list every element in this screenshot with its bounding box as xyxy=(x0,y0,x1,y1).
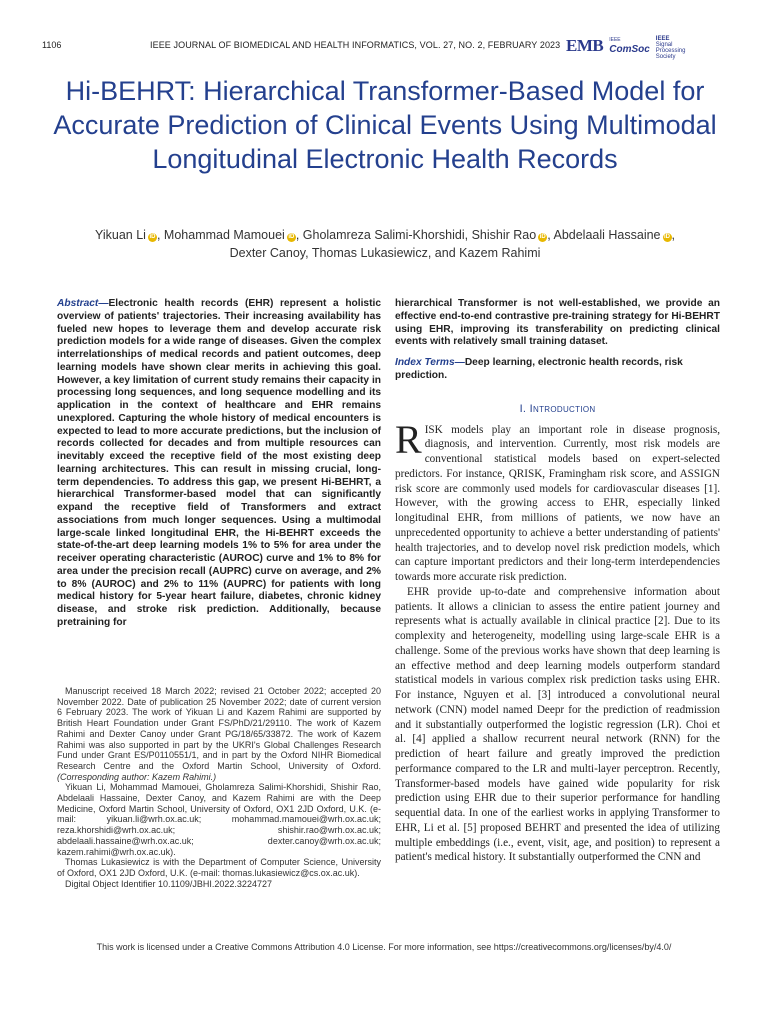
author-name: Mohammad Mamouei xyxy=(163,228,285,242)
orcid-icon[interactable]: iD xyxy=(539,234,546,240)
author-line-2: Dexter Canoy, Thomas Lukasiewicz, and Kazem Rahimi xyxy=(229,246,541,260)
paper-title: Hi-BEHRT: Hierarchical Transformer-Based Model for Accurate Prediction of Clinical Events Using Multimodal Longitudinal Electronic Health Records xyxy=(53,76,717,174)
sp-logo-text: Signal Processing Society xyxy=(655,42,686,60)
author-name: Yikuan Li xyxy=(95,228,146,242)
footnote-doi: Digital Object Identifier 10.1109/JBHI.2022.3224727 xyxy=(65,878,272,889)
sp-logo-prefix: IEEE xyxy=(655,36,670,42)
abstract xyxy=(57,298,381,630)
society-logos xyxy=(566,36,690,60)
signal-processing-logo xyxy=(656,36,690,60)
author-line-1: Yikuan Li iD , Mohammad Mamouei iD , Gholamreza Salimi-Khorshidi, Shishir Rao iD , Abdelaali Hassaine iD , xyxy=(95,228,675,242)
index-terms-label: Index Terms— xyxy=(395,357,465,368)
abstract-continued: hierarchical Transformer is not well-established, we provide an effective end-to-end contrastive pre-training strategy for Hi-BEHRT using EHR, improving its transferability on predicting clinical events with relatively small training dataset. xyxy=(395,298,720,348)
journal-running-title: IEEE JOURNAL OF BIOMEDICAL AND HEALTH INFORMATICS, VOL. 27, NO. 2, FEBRUARY 2023 xyxy=(150,40,561,50)
author-list xyxy=(40,226,730,262)
emb-logo: EMB xyxy=(566,36,604,55)
section-title: Introduction xyxy=(529,402,596,415)
body-paragraph xyxy=(395,416,720,585)
index-terms-text: Deep learning, electronic health records, risk prediction. xyxy=(395,357,683,381)
footnote xyxy=(57,686,381,889)
orcid-icon[interactable]: iD xyxy=(664,234,670,240)
orcid-icon[interactable]: iD xyxy=(149,234,156,240)
license-notice: This work is licensed under a Creative Commons Attribution 4.0 License. For more information, see https://creativecommons.org/licenses/by/4.0/ xyxy=(96,942,672,952)
author-name: Shishir Rao xyxy=(471,228,537,242)
orcid-icon[interactable]: iD xyxy=(288,234,295,240)
body-paragraph: EHR provide up-to-date and comprehensive information about patients. It allows a clinician to assess the entire patient journey and represents what is actually available in clinical practice [2]. Due to its complexity and heterogeneity, modelling using large-scale EHR is a challenge. Some of the previous works have shown that deep learning is an effective method and deep learning models outperform standard statistical models in various complex risk prediction tasks using EHR. For instance, Nguyen et al. [3] introduced a convolutional neural network (CNN) model named Deepr for the prediction of readmission and it substantially outperformed the logistic regression (LR). Choi et al. [4] applied a shallow recurrent neural network (RNN) for the prediction of heart failure and greatly improved the prediction performance compared to the LR and multi-layer perceptron. Recently, Transformer-based models have gained wide popularity for risk prediction using EHR due to their superior performance for handling sequential data. In one of the earliest works in applying Transformer to EHR, Li et al. [5] proposed BEHRT and presented the idea of utilizing multiple embeddings (i.e., event, visit, age, and position) to represent a patient's medical history. It substantially outperformed the CNN and xyxy=(395,585,720,864)
page-header xyxy=(0,36,768,70)
footnote-funding xyxy=(57,686,381,782)
drop-cap: R xyxy=(395,416,422,462)
corresponding-author: (Corresponding author: Kazem Rahimi.) xyxy=(57,771,217,782)
section-heading xyxy=(395,403,720,415)
footnote-funding-text: Manuscript received 18 March 2022; revised 21 October 2022; accepted 20 November 2022. Date of publication 25 November 2022; date of current version 6 February 2023. The work of Yikuan Li and Kazem Rahimi are supported by British Heart Foundation under Grant FS/PhD/21/29110. The work of Kazem Rahimi and Dexter Canoy under Grant PG/18/65/33872. The work of Kazem Rahimi was also supported in part by the UKRI's Global Challenges Research Fund under Grant ES/P0110551/1, and in part by the Oxford NIHR Biomedical Research Centre and the Oxford Martin School, University of Oxford. xyxy=(57,686,381,771)
footnote-affiliation-2: Thomas Lukasiewicz is with the Department of Computer Science, University of Oxford, OX1 2JD Oxford, U.K. (e-mail: thomas.lukasiewicz@cs.ox.ac.uk). xyxy=(57,857,381,878)
index-terms xyxy=(395,357,720,383)
page-number: 1106 xyxy=(42,40,62,50)
introduction-body xyxy=(395,416,720,866)
abstract-text: Electronic health records (EHR) represent a holistic overview of patients' trajectories. Their increasing availability has fueled new hopes to leverage them and develop accurate risk prediction models for a wide range of diseases. Given the complex interrelationships of medical records and patient outcomes, deep learning models have shown clear merits in achieving this goal. However, a key limitation of current study remains their capacity in processing long sequences, and long sequence modelling and its application in the context of healthcare and EHR remains unexplored. Capturing the whole history of medical encounters is expected to lead to more accurate predictions, but the inclusion of records collected for decades and from multiple resources can inevitably exceed the receptive field of the most existing deep learning architectures. This can result in missing crucial, long-term dependencies. To address this gap, we present Hi-BEHRT, a hierarchical Transformer-based model that can significantly expand the receptive field of Transformers and extract associations from much longer sequences. Using a multimodal large-scale linked longitudinal EHR, the Hi-BEHRT exceeds the state-of-the-art deep learning models 1% to 5% for area under the receiver operating characteristic (AUROC) curve and 1% to 8% for area under the precision recall (AUPRC) curve on average, and 2% to 8% (AUROC) and 2% to 11% (AUPRC) for patients with long medical history for 5-year heart failure, diabetes, chronic kidney disease, and stroke risk prediction. Additionally, because pretraining for xyxy=(57,298,381,628)
paragraph-text: ISK models play an important role in disease prognosis, diagnosis, and intervention. Currently, most risk models are conventional statistical models based on expert-selected predictors. For instance, QRISK, Framingham risk score, and ASSIGN risk score are commonly used models for cardiovascular diseases [1]. However, with the growing access to EHR, especially linked longitudinal EHR, from millions of patients, we now have an unprecedented opportunity to achieve a better understanding of patients' health trajectories, and to develop novel risk prediction models, which can capture important predictors and their long-term interdependencies towards more accurate risk prediction. xyxy=(395,423,720,583)
section-number: I. xyxy=(519,402,527,415)
right-column xyxy=(395,298,720,865)
footnote-affiliation-1: Yikuan Li, Mohammad Mamouei, Gholamreza Salimi-Khorshidi, Shishir Rao, Abdelaali Hassaine, Dexter Canoy, and Kazem Rahimi are with the Deep Medicine, Oxford Martin School, University of Oxford, OX1 2JD Oxford, U.K. (e-mail: yikuan.li@wrh.ox.ac.uk; mohammad.mamouei@wrh.ox.ac.uk; reza.khorshidi@wrh.ox.ac.uk; shishir.rao@wrh.ox.ac.uk; abdelaali.hassaine@wrh.ox.ac.uk; dexter.canoy@wrh.ox.ac.uk; kazem.rahimi@wrh.ox.ac.uk). xyxy=(57,782,381,857)
comsoc-logo xyxy=(609,36,650,54)
comsoc-logo-prefix: IEEE xyxy=(609,37,621,43)
author-name: Abdelaali Hassaine xyxy=(553,228,661,242)
left-column xyxy=(57,298,381,630)
author-name: Gholamreza Salimi-Khorshidi xyxy=(302,228,465,242)
comsoc-logo-text: ComSoc xyxy=(609,44,650,55)
abstract-label: Abstract— xyxy=(57,298,109,309)
